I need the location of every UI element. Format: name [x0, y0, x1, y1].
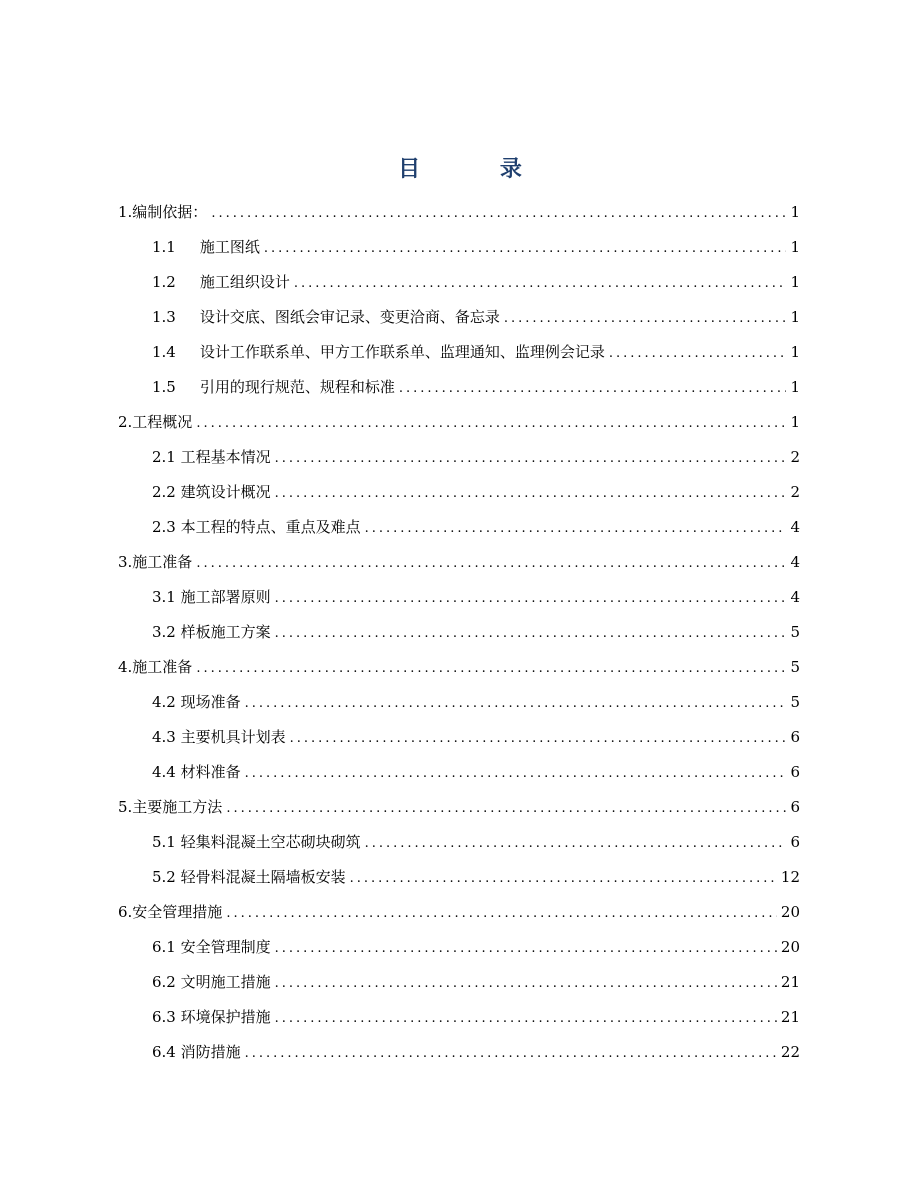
toc-dot-leader	[275, 966, 777, 1001]
toc-entry-label: 3.2 样板施工方案	[152, 623, 271, 641]
toc-entry-number: 1.1	[152, 238, 176, 256]
toc-entry-label: 6.4 消防措施	[152, 1043, 241, 1061]
toc-dot-leader	[365, 826, 787, 861]
toc-page-number: 5	[790, 623, 800, 641]
toc-entry[interactable]	[118, 300, 800, 335]
toc-entry-label	[152, 230, 260, 265]
toc-entry-label: 5.2 轻骨料混凝土隔墙板安装	[152, 868, 346, 886]
toc-dot-leader	[264, 231, 787, 266]
toc-entry-number: 1.2	[152, 273, 176, 291]
toc-dot-leader	[245, 1036, 777, 1071]
toc-entry-label: 3.施工准备	[118, 553, 193, 571]
toc-page-number: 5	[790, 693, 800, 711]
toc-page-number: 6	[790, 798, 800, 816]
toc-entry[interactable]	[118, 230, 800, 265]
toc-page-number: 5	[790, 658, 800, 676]
toc-entry-number: 1.5	[152, 378, 176, 396]
toc-entry-label: 2.工程概况	[118, 413, 193, 431]
toc-dot-leader	[275, 1001, 777, 1036]
toc-dot-leader	[275, 581, 787, 616]
toc-dot-leader	[350, 861, 777, 896]
toc-entry[interactable]	[118, 370, 800, 405]
toc-page-number: 1	[790, 343, 800, 361]
toc-entry-label: 4.4 材料准备	[152, 763, 241, 781]
toc-entry-text: 施工组织设计	[199, 273, 290, 291]
toc-dot-leader	[275, 616, 787, 651]
toc-entry-label: 2.3 本工程的特点、重点及难点	[152, 518, 361, 536]
toc-entry-label: 6.3 环境保护措施	[152, 1008, 271, 1026]
toc-dot-leader	[275, 441, 787, 476]
toc-entry-label: 4.2 现场准备	[152, 693, 241, 711]
toc-page-number: 4	[790, 553, 800, 571]
toc-page-number: 21	[780, 973, 800, 991]
toc-dot-leader	[399, 371, 787, 406]
toc-entry[interactable]	[118, 580, 800, 615]
toc-page-number: 20	[780, 938, 800, 956]
toc-dot-leader	[211, 196, 786, 231]
toc-entry-number: 1.3	[152, 308, 176, 326]
toc-entry-label: 6.1 安全管理制度	[152, 938, 271, 956]
toc-entry[interactable]	[118, 545, 800, 580]
toc-page-number: 1	[790, 238, 800, 256]
toc-dot-leader	[245, 686, 787, 721]
toc-entry[interactable]	[118, 615, 800, 650]
toc-entry[interactable]	[118, 475, 800, 510]
toc-entry-label: 2.2 建筑设计概况	[152, 483, 271, 501]
toc-entry-label: 6.安全管理措施	[118, 903, 223, 921]
toc-dot-leader	[226, 896, 777, 931]
toc-page-number: 6	[790, 833, 800, 851]
toc-entry[interactable]	[118, 755, 800, 790]
toc-page-number: 1	[790, 203, 800, 221]
toc-page-number: 1	[790, 308, 800, 326]
toc-entry-number: 1.4	[152, 343, 176, 361]
toc-page-number: 21	[780, 1008, 800, 1026]
toc-page-number: 1	[790, 378, 800, 396]
toc-entry[interactable]	[118, 825, 800, 860]
toc-entry[interactable]	[118, 930, 800, 965]
page-title: 目 录	[398, 156, 558, 182]
table-of-contents	[118, 195, 800, 1070]
toc-entry-label	[152, 335, 605, 370]
toc-entry[interactable]	[118, 440, 800, 475]
toc-entry-label	[152, 300, 500, 335]
toc-entry-label: 4.施工准备	[118, 658, 193, 676]
toc-entry-text: 引用的现行规范、规程和标准	[199, 378, 395, 396]
toc-dot-leader	[275, 931, 777, 966]
toc-page-number: 4	[790, 588, 800, 606]
toc-entry[interactable]	[118, 405, 800, 440]
toc-entry[interactable]	[118, 195, 800, 230]
toc-page-number: 6	[790, 728, 800, 746]
toc-entry-label	[152, 370, 395, 405]
toc-entry[interactable]	[118, 510, 800, 545]
toc-entry[interactable]	[118, 1035, 800, 1070]
toc-entry[interactable]	[118, 650, 800, 685]
toc-dot-leader	[275, 476, 787, 511]
toc-page-number: 12	[780, 868, 800, 886]
toc-page-number: 2	[790, 448, 800, 466]
toc-page-number: 22	[780, 1043, 800, 1061]
toc-entry-label: 3.1 施工部署原则	[152, 588, 271, 606]
toc-entry[interactable]	[118, 685, 800, 720]
toc-page-number: 4	[790, 518, 800, 536]
toc-entry-text: 设计工作联系单、甲方工作联系单、监理通知、监理例会记录	[199, 343, 605, 361]
toc-dot-leader	[504, 301, 787, 336]
toc-dot-leader	[365, 511, 787, 546]
toc-dot-leader	[294, 266, 787, 301]
toc-entry-label: 5.1 轻集料混凝土空芯砌块砌筑	[152, 833, 361, 851]
toc-dot-leader	[609, 336, 787, 371]
toc-entry-label: 1.编制依据：	[118, 203, 208, 221]
toc-entry-label: 2.1 工程基本情况	[152, 448, 271, 466]
toc-dot-leader	[226, 791, 786, 826]
toc-entry-label: 5.主要施工方法	[118, 798, 223, 816]
toc-entry[interactable]	[118, 965, 800, 1000]
toc-dot-leader	[196, 406, 786, 441]
toc-page-number: 20	[780, 903, 800, 921]
toc-entry[interactable]	[118, 720, 800, 755]
toc-entry-label	[152, 265, 290, 300]
toc-entry-label: 6.2 文明施工措施	[152, 973, 271, 991]
toc-page-number: 1	[790, 273, 800, 291]
toc-entry-label: 4.3 主要机具计划表	[152, 728, 286, 746]
toc-dot-leader	[245, 756, 787, 791]
toc-entry-text: 施工图纸	[199, 238, 260, 256]
toc-dot-leader	[196, 651, 786, 686]
toc-entry[interactable]	[118, 860, 800, 895]
toc-entry-text: 设计交底、图纸会审记录、变更洽商、备忘录	[199, 308, 500, 326]
toc-entry[interactable]	[118, 335, 800, 370]
toc-dot-leader	[196, 546, 786, 581]
toc-entry[interactable]	[118, 790, 800, 825]
toc-page-number: 1	[790, 413, 800, 431]
toc-entry[interactable]	[118, 895, 800, 930]
toc-dot-leader	[290, 721, 787, 756]
toc-entry[interactable]	[118, 1000, 800, 1035]
toc-entry[interactable]	[118, 265, 800, 300]
toc-page-number: 2	[790, 483, 800, 501]
toc-page-number: 6	[790, 763, 800, 781]
